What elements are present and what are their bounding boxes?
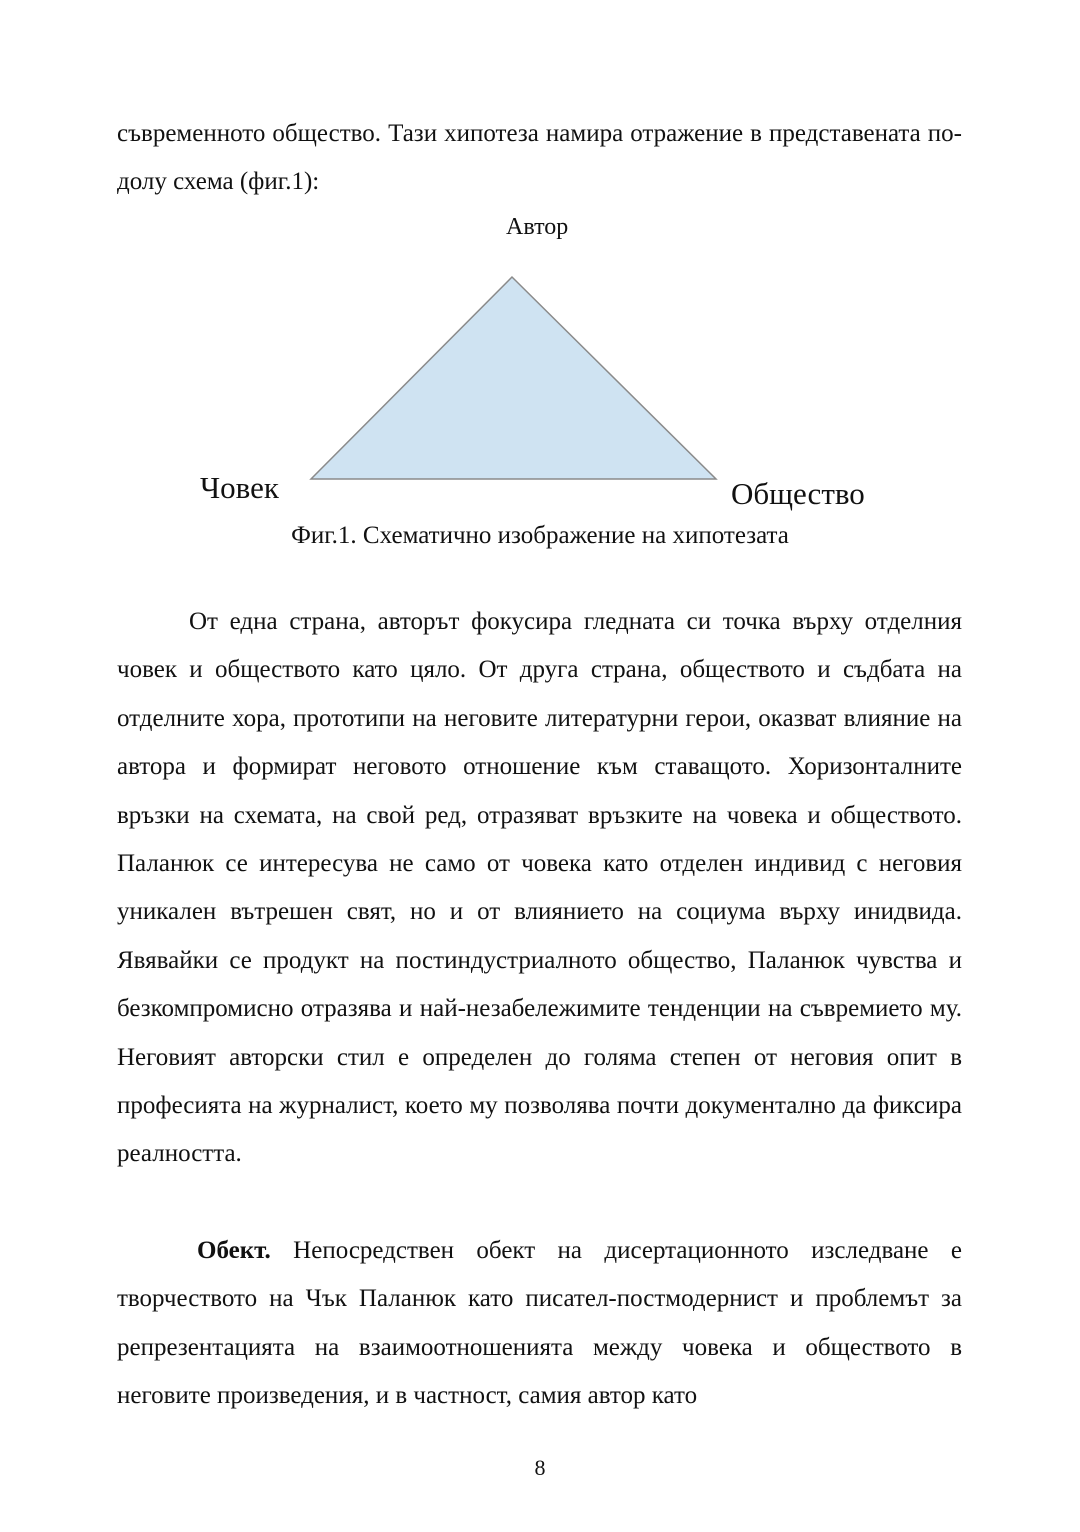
triangle-shape	[311, 277, 716, 479]
main-paragraph: От една страна, авторът фокусира гледната си точка върху отделния човек и обществото като цяло. От друга страна, обществото и съдбата на отделните хора, прототипи на неговите литературни герои, оказват влияние на автора и формират неговото отношение към ставащото. Хоризонталните връзки на схемата, на свой ред, отразяват връзките на човека и обществото. Паланюк се интересува не само от човека като отделен индивид с неговия уникален вътрешен свят, но и от влиянието на социума върху инидвида. Явявайки се продукт на постиндустриалното общество, Паланюк чувства и безкомпромисно отразява и най-незабележимите тенденции на съвремието му. Неговият авторски стил е определен до голяма степен от неговия опит в професията на журналист, което му позволява почти документално да фиксира реалността.	[117, 608, 962, 1168]
label-author: Автор	[506, 214, 569, 240]
figure-caption: Фиг.1. Схематично изображение на хипотезата	[291, 522, 789, 549]
intro-paragraph: съвременното общество. Тази хипотеза намира отражение в представената по-долу схема (фиг.1):	[117, 120, 962, 196]
label-person: Човек	[200, 470, 279, 505]
object-lead: Обект.	[197, 1237, 271, 1264]
page-number: 8	[534, 1455, 546, 1480]
label-society: Общество	[731, 476, 865, 511]
object-text: Непосредствен обект на дисертационното изследване е творчеството на Чък Паланюк като писател-постмодернист и проблемът за репрезентацията на взаимоотношенията между човека и обществото в неговите произведения, и в частност, самия автор като	[117, 1237, 962, 1410]
object-paragraph	[117, 1227, 962, 1421]
